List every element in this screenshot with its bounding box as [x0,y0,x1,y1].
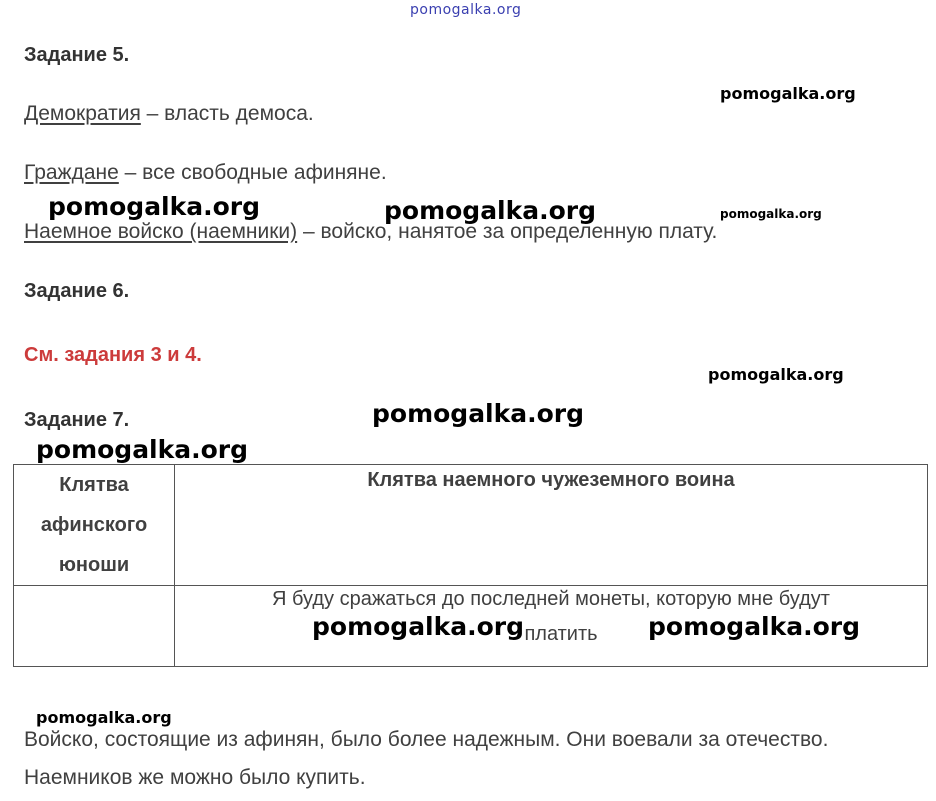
header-athenian-youth [14,465,175,586]
definition-citizens-text: – все свободные афиняне. [118,161,387,184]
header-mercenary-warrior: Клятва наемного чужеземного воина [175,465,928,586]
cell-mercenary-text: Я буду сражаться до последней монеты, которую мне будут [272,588,830,610]
watermark: pomogalka.org [372,399,585,428]
watermark: pomogalka.org [708,365,844,384]
task7-heading: Задание 7. [24,409,130,431]
header-line: юноши [58,554,130,576]
term-citizens: Граждане [24,161,119,184]
watermark: pomogalka.org [720,207,822,221]
watermark-top: pomogalka.org [410,2,522,18]
definition-mercenaries [24,220,717,244]
header-line: афинского [40,514,148,536]
task5-heading: Задание 5. [24,44,130,66]
definition-mercenaries-text: – войско, нанятое за определенную плату. [297,220,718,243]
watermark: pomogalka.org [312,612,525,641]
table-header-row [14,465,928,586]
task6-reference: См. задания 3 и 4. [24,344,202,366]
cell-mercenary-text-cont: платить [524,623,598,645]
watermark: pomogalka.org [48,192,261,221]
task6-heading: Задание 6. [24,280,130,302]
watermark: pomogalka.org [36,435,249,464]
cell-athenian-youth [14,586,175,667]
term-democracy: Демократия [24,102,141,125]
watermark: pomogalka.org [648,612,861,641]
definition-democracy [24,102,314,126]
conclusion-line1: Войско, состоящие из афинян, было более надежным. Они воевали за отечество. [24,728,829,751]
watermark: pomogalka.org [720,84,856,103]
term-mercenaries: Наемное войско (наемники) [24,220,298,243]
watermark: pomogalka.org [36,708,172,727]
watermark: pomogalka.org [384,196,597,225]
definition-democracy-text: – власть демоса. [140,102,314,125]
conclusion-line2: Наемников же можно было купить. [24,766,366,789]
header-line: Клятва [59,474,129,496]
definition-citizens [24,161,387,185]
